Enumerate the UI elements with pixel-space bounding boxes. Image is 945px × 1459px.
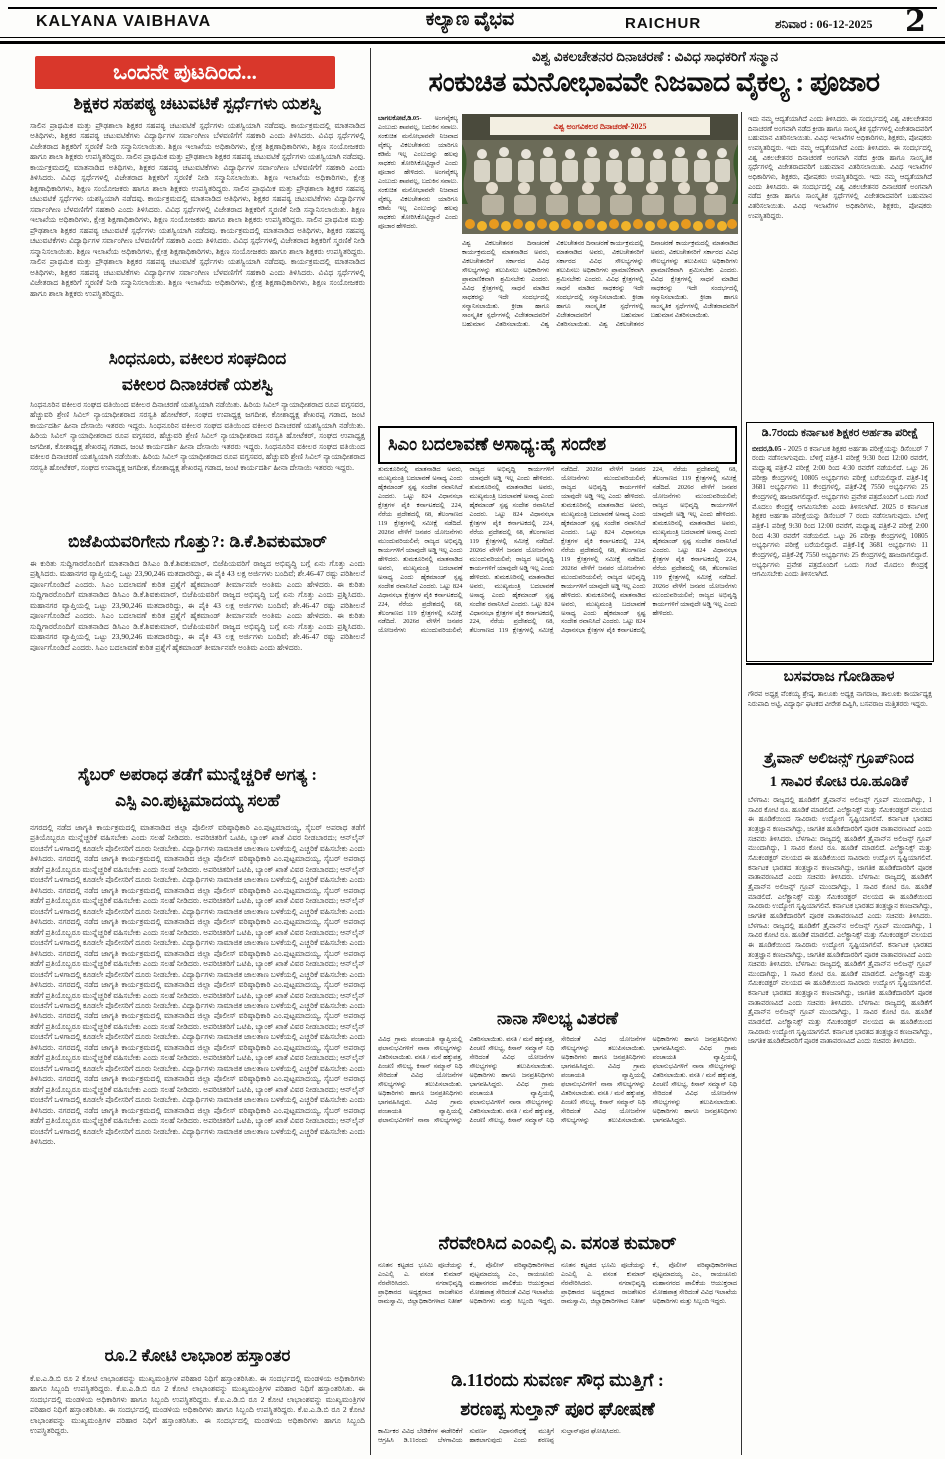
masthead-title-latin: KALYANA VAIBHAVA <box>36 13 212 30</box>
headline-cm-change: ಸಿಎಂ ಬದಲಾವಣೆ ಅಸಾಧ್ಯ:ಹೈ ಸಂದೇಶ <box>388 434 607 454</box>
headline-line2: 1 ಸಾವಿರ ಕೋಟಿ ರೂ.ಹೂಡಿಕೆ <box>769 773 909 790</box>
article-body: ತುಮಕೂರಿನಲ್ಲಿ ಮಾತನಾಡಿದ ಅವರು, ಮುಖ್ಯಮಂತ್ರಿ ಬದಲಾವಣೆ ಅಸಾಧ್ಯ ಎಂದು ಹೈಕಮಾಂಡ್ ಸ್ಪಷ್ಟ ಸಂದೇಶ ರವಾನಿಸಿದೆ ಎಂದರು. ಒಟ್ಟು 824 ವಿಧಾನಸಭಾ ಕ್ಷೇತ್ರಗಳ ಪೈಕಿ ಕರ್ನಾಟಕದಲ್ಲಿ 224, ನೆರೆಯ ಪ್ರದೇಶದಲ್ಲಿ 68, ತೆಲಂಗಾಣದ 119 ಕ್ಷೇತ್ರಗಳಲ್ಲಿ ಸಮೀಕ್ಷೆ ನಡೆದಿದೆ. 2026ರ ವೇಳೆಗೆ ಜನಪರ ಯೋಜನೆಗಳು ಮುಂದುವರಿಯಲಿವೆ; ರಾಜ್ಯದ ಅಭಿವೃದ್ಧಿ ಕಾರ್ಯಗಳಿಗೆ ಯಾವುದೇ ಅಡ್ಡಿ ಇಲ್ಲ ಎಂದು ಹೇಳಿದರು. ತುಮಕೂರಿನಲ್ಲಿ ಮಾತನಾಡಿದ ಅವರು, ಮುಖ್ಯಮಂತ್ರಿ ಬದಲಾವಣೆ ಅಸಾಧ್ಯ ಎಂದು ಹೈಕಮಾಂಡ್ ಸ್ಪಷ್ಟ ಸಂದೇಶ ರವಾನಿಸಿದೆ ಎಂದರು. ಒಟ್ಟು 824 ವಿಧಾನಸಭಾ ಕ್ಷೇತ್ರಗಳ ಪೈಕಿ ಕರ್ನಾಟಕದಲ್ಲಿ 224, ನೆರೆಯ ಪ್ರದೇಶದಲ್ಲಿ 68, ತೆಲಂಗಾಣದ 119 ಕ್ಷೇತ್ರಗಳಲ್ಲಿ ಸಮೀಕ್ಷೆ ನಡೆದಿದೆ. 2026ರ ವೇಳೆಗೆ ಜನಪರ ಯೋಜನೆಗಳು ಮುಂದುವರಿಯಲಿವೆ; ರಾಜ್ಯದ ಅಭಿವೃದ್ಧಿ ಕಾರ್ಯಗಳಿಗೆ ಯಾವುದೇ ಅಡ್ಡಿ ಇಲ್ಲ ಎಂದು ಹೇಳಿದರು. ತುಮಕೂರಿನಲ್ಲಿ ಮಾತನಾಡಿದ ಅವರು, ಮುಖ್ಯಮಂತ್ರಿ ಬದಲಾವಣೆ ಅಸಾಧ್ಯ ಎಂದು ಹೈಕಮಾಂಡ್ ಸ್ಪಷ್ಟ ಸಂದೇಶ ರವಾನಿಸಿದೆ ಎಂದರು. ಒಟ್ಟು 824 ವಿಧಾನಸಭಾ ಕ್ಷೇತ್ರಗಳ ಪೈಕಿ ಕರ್ನಾಟಕದಲ್ಲಿ 224, ನೆರೆಯ ಪ್ರದೇಶದಲ್ಲಿ 68, ತೆಲಂಗಾಣದ 119 ಕ್ಷೇತ್ರಗಳಲ್ಲಿ ಸಮೀಕ್ಷೆ ನಡೆದಿದೆ. 2026ರ ವೇಳೆಗೆ ಜನಪರ ಯೋಜನೆಗಳು ಮುಂದುವರಿಯಲಿವೆ; ರಾಜ್ಯದ ಅಭಿವೃದ್ಧಿ ಕಾರ್ಯಗಳಿಗೆ ಯಾವುದೇ ಅಡ್ಡಿ ಇಲ್ಲ ಎಂದು ಹೇಳಿದರು. ತುಮಕೂರಿನಲ್ಲಿ ಮಾತನಾಡಿದ ಅವರು, ಮುಖ್ಯಮಂತ್ರಿ ಬದಲಾವಣೆ ಅಸಾಧ್ಯ ಎಂದು ಹೈಕಮಾಂಡ್ ಸ್ಪಷ್ಟ ಸಂದೇಶ ರವಾನಿಸಿದೆ ಎಂದರು. ಒಟ್ಟು 824 ವಿಧಾನಸಭಾ ಕ್ಷೇತ್ರಗಳ ಪೈಕಿ ಕರ್ನಾಟಕದಲ್ಲಿ 224, ನೆರೆಯ ಪ್ರದೇಶದಲ್ಲಿ 68, ತೆಲಂಗಾಣದ 119 ಕ್ಷೇತ್ರಗಳಲ್ಲಿ ಸಮೀಕ್ಷೆ ನಡೆದಿದೆ. 2026ರ ವೇಳೆಗೆ ಜನಪರ ಯೋಜನೆಗಳು ಮುಂದುವರಿಯಲಿವೆ; ರಾಜ್ಯದ ಅಭಿವೃದ್ಧಿ ಕಾರ್ಯಗಳಿಗೆ ಯಾವುದೇ ಅಡ್ಡಿ ಇಲ್ಲ ಎಂದು ಹೇಳಿದರು. ತುಮಕೂರಿನಲ್ಲಿ ಮಾತನಾಡಿದ ಅವರು, ಮುಖ್ಯಮಂತ್ರಿ ಬದಲಾವಣೆ ಅಸಾಧ್ಯ ಎಂದು ಹೈಕಮಾಂಡ್ ಸ್ಪಷ್ಟ ಸಂದೇಶ ರವಾನಿಸಿದೆ ಎಂದರು. ಒಟ್ಟು 824 ವಿಧಾನಸಭಾ ಕ್ಷೇತ್ರಗಳ ಪೈಕಿ ಕರ್ನಾಟಕದಲ್ಲಿ 224, ನೆರೆಯ ಪ್ರದೇಶದಲ್ಲಿ 68, ತೆಲಂಗಾಣದ 119 ಕ್ಷೇತ್ರಗಳಲ್ಲಿ ಸಮೀಕ್ಷೆ ನಡೆದಿದೆ. 2026ರ ವೇಳೆಗೆ ಜನಪರ ಯೋಜನೆಗಳು ಮುಂದುವರಿಯಲಿವೆ; ರಾಜ್ಯದ ಅಭಿವೃದ್ಧಿ ಕಾರ್ಯಗಳಿಗೆ ಯಾವುದೇ ಅಡ್ಡಿ ಇಲ್ಲ ಎಂದು ಹೇಳಿದರು. ತುಮಕೂರಿನಲ್ಲಿ ಮಾತನಾಡಿದ ಅವರು, ಮುಖ್ಯಮಂತ್ರಿ ಬದಲಾವಣೆ ಅಸಾಧ್ಯ ಎಂದು ಹೈಕಮಾಂಡ್ ಸ್ಪಷ್ಟ ಸಂದೇಶ ರವಾನಿಸಿದೆ ಎಂದರು. ಒಟ್ಟು 824 ವಿಧಾನಸಭಾ ಕ್ಷೇತ್ರಗಳ ಪೈಕಿ ಕರ್ನಾಟಕದಲ್ಲಿ 224, ನೆರೆಯ ಪ್ರದೇಶದಲ್ಲಿ 68, ತೆಲಂಗಾಣದ 119 ಕ್ಷೇತ್ರಗಳಲ್ಲಿ ಸಮೀಕ್ಷೆ ನಡೆದಿದೆ. 2026ರ ವೇಳೆಗೆ ಜನಪರ ಯೋಜನೆಗಳು ಮುಂದುವರಿಯಲಿವೆ; ರಾಜ್ಯದ ಅಭಿವೃದ್ಧಿ ಕಾರ್ಯಗಳಿಗೆ ಯಾವುದೇ ಅಡ್ಡಿ ಇಲ್ಲ ಎಂದು ಹೇಳಿದರು. ತುಮಕೂರಿನಲ್ಲಿ ಮಾತನಾಡಿದ ಅವರು, ಮುಖ್ಯಮಂತ್ರಿ ಬದಲಾವಣೆ ಅಸಾಧ್ಯ ಎಂದು ಹೈಕಮಾಂಡ್ ಸ್ಪಷ್ಟ ಸಂದೇಶ ರವಾನಿಸಿದೆ ಎಂದರು. ಒಟ್ಟು 824 ವಿಧಾನಸಭಾ ಕ್ಷೇತ್ರಗಳ ಪೈಕಿ ಕರ್ನಾಟಕದಲ್ಲಿ 224, ನೆರೆಯ ಪ್ರದೇಶದಲ್ಲಿ 68, ತೆಲಂಗಾಣದ 119 ಕ್ಷೇತ್ರಗಳಲ್ಲಿ ಸಮೀಕ್ಷೆ ನಡೆದಿದೆ. 2026ರ ವೇಳೆಗೆ ಜನಪರ ಯೋಜನೆಗಳು ಮುಂದುವರಿಯಲಿವೆ; ರಾಜ್ಯದ ಅಭಿವೃದ್ಧಿ ಕಾರ್ಯಗಳಿಗೆ ಯಾವುದೇ ಅಡ್ಡಿ ಇಲ್ಲ ಎಂದು ಹೇಳಿದರು. <box>378 466 737 635</box>
article-body: ಗೌರವ ಅಧ್ಯಕ್ಷ ವೆಂಕಯ್ಯ ಶ್ರೇಷ್ಠ, ತಾಲೂಕು ಅಧ್ಯಕ್ಷ ನಾಗರಾಜ, ತಾಲೂಕು ಕಾರ್ಯಾಧ್ಯಕ್ಷ ನಿರುಪಾದಿ ಅಟ್ಟಿ, ವಿದ್ಯಾರ್ಥಿ ಘಟಕದ ವೀರೇಶ ದಿವ್ವಿಗಿ, ಬಸವರಾಜ ಮತ್ತಿತರರು ಇದ್ದರು. <box>748 691 932 708</box>
article-body: ನೂತನ ಕಟ್ಟಡದ ಭೂಮಿ ಪೂಜೆಯನ್ನು ಎಂಎಲ್ಸಿ ಎ. ವಸಂತ ಕುಮಾರ್ ನೆರವೇರಿಸಿದರು. ನಗರಾಭಿವೃದ್ಧಿ ಪ್ರಾಧಿಕಾರದ ಅಧ್ಯಕ್ಷರಾದ ರಾಜಶೇಖರ ರಾಮಸ್ವಾಮಿ, ಜಿಲ್ಲಾಧಿಕಾರಿಗಳಾದ ನಿತೀಶ್ ಕೆ., ಪೊಲೀಸ್ ವರಿಷ್ಠಾಧಿಕಾರಿಗಳಾದ ಪುಟ್ಟಮಾದಯ್ಯ ಎಂ., ರಾಯಚೂರು ಮಹಾನಗರದ ಪಾಲಿಕೆಯ ಆಯುಕ್ತರಾದ ಮೋಹಪಾತ್ರ ಸೇರಿದಂತೆ ವಿವಿಧ ಇಲಾಖೆಯ ಅಧಿಕಾರಿಗಳು ಮತ್ತು ಸಿಬ್ಬಂದಿ ಇದ್ದರು. ನೂತನ ಕಟ್ಟಡದ ಭೂಮಿ ಪೂಜೆಯನ್ನು ಎಂಎಲ್ಸಿ ಎ. ವಸಂತ ಕುಮಾರ್ ನೆರವೇರಿಸಿದರು. ನಗರಾಭಿವೃದ್ಧಿ ಪ್ರಾಧಿಕಾರದ ಅಧ್ಯಕ್ಷರಾದ ರಾಜಶೇಖರ ರಾಮಸ್ವಾಮಿ, ಜಿಲ್ಲಾಧಿಕಾರಿಗಳಾದ ನಿತೀಶ್ ಕೆ., ಪೊಲೀಸ್ ವರಿಷ್ಠಾಧಿಕಾರಿಗಳಾದ ಪುಟ್ಟಮಾದಯ್ಯ ಎಂ., ರಾಯಚೂರು ಮಹಾನಗರದ ಪಾಲಿಕೆಯ ಆಯುಕ್ತರಾದ ಮೋಹಪಾತ್ರ ಸೇರಿದಂತೆ ವಿವಿಧ ಇಲಾಖೆಯ ಅಧಿಕಾರಿಗಳು ಮತ್ತು ಸಿಬ್ಬಂದಿ ಇದ್ದರು. <box>378 1262 737 1305</box>
main-story-kicker: ವಿಶ್ವ ವಿಕಲಚೇತನರ ದಿನಾಚರಣೆ : ವಿವಿಧ ಸಾಧಕರಿಗೆ ಸನ್ಮಾನ <box>531 49 779 64</box>
headline-line1: ಸೈಬರ್ ಅಪರಾಧ ತಡೆಗೆ ಮುನ್ನೆಚ್ಚರಿಕೆ ಅಗತ್ಯ : <box>77 765 318 784</box>
headline-dividend-handover: ರೂ.2 ಕೋಟಿ ಲಾಭಾಂಶ ಹಸ್ತಾಂತರ <box>104 1346 291 1365</box>
article-body: ಸಿಂಧನೂರಿನ ವಕೀಲರ ಸಂಘದ ವತಿಯಿಂದ ವಕೀಲರ ದಿನಾಚರಣೆ ಯಶಸ್ವಿಯಾಗಿ ನಡೆಯಿತು. ಹಿರಿಯ ಸಿವಿಲ್ ನ್ಯಾಯಾಧೀಶರಾದ ರೂಪ ವಗ್ಗಸವರ, ಹೆಚ್ಚುವರಿ ಶ್ರೇಣಿ ಸಿವಿಲ್ ನ್ಯಾಯಾಧೀಶರಾದ ಸರಸ್ವತಿ ಹೋಟೆಕರ್, ಸಂಘದ ಉಪಾಧ್ಯಕ್ಷ ಜಗದೀಶ, ಕೋಶಾಧ್ಯಕ್ಷ ಶೇಖರಪ್ಪ ಗಡಾದ, ಜಂಟಿ ಕಾರ್ಯದರ್ಶಿ ಹೀನಾ ದೇಸಾಯಿ ಇತರರು ಇದ್ದರು. ಸಿಂಧನೂರಿನ ವಕೀಲರ ಸಂಘದ ವತಿಯಿಂದ ವಕೀಲರ ದಿನಾಚರಣೆ ಯಶಸ್ವಿಯಾಗಿ ನಡೆಯಿತು. ಹಿರಿಯ ಸಿವಿಲ್ ನ್ಯಾಯಾಧೀಶರಾದ ರೂಪ ವಗ್ಗಸವರ, ಹೆಚ್ಚುವರಿ ಶ್ರೇಣಿ ಸಿವಿಲ್ ನ್ಯಾಯಾಧೀಶರಾದ ಸರಸ್ವತಿ ಹೋಟೆಕರ್, ಸಂಘದ ಉಪಾಧ್ಯಕ್ಷ ಜಗದೀಶ, ಕೋಶಾಧ್ಯಕ್ಷ ಶೇಖರಪ್ಪ ಗಡಾದ, ಜಂಟಿ ಕಾರ್ಯದರ್ಶಿ ಹೀನಾ ದೇಸಾಯಿ ಇತರರು ಇದ್ದರು. ಸಿಂಧನೂರಿನ ವಕೀಲರ ಸಂಘದ ವತಿಯಿಂದ ವಕೀಲರ ದಿನಾಚರಣೆ ಯಶಸ್ವಿಯಾಗಿ ನಡೆಯಿತು. ಹಿರಿಯ ಸಿವಿಲ್ ನ್ಯಾಯಾಧೀಶರಾದ ರೂಪ ವಗ್ಗಸವರ, ಹೆಚ್ಚುವರಿ ಶ್ರೇಣಿ ಸಿವಿಲ್ ನ್ಯಾಯಾಧೀಶರಾದ ಸರಸ್ವತಿ ಹೋಟೆಕರ್, ಸಂಘದ ಉಪಾಧ್ಯಕ್ಷ ಜಗದೀಶ, ಕೋಶಾಧ್ಯಕ್ಷ ಶೇಖರಪ್ಪ ಗಡಾದ, ಜಂಟಿ ಕಾರ್ಯದರ್ಶಿ ಹೀನಾ ದೇಸಾಯಿ ಇತರರು ಇದ್ದರು. <box>30 400 365 472</box>
article-body: ಕಾರ್ಮಿಕರ ವಿವಿಧ ಬೇಡಿಕೆಗಳ ಈಡೇರಿಕೆಗೆ ಆಗ್ರಹಿಸಿ ಡಿ.11ರಂದು ಬೆಳಗಾವಿಯ ಸುವರ್ಣ ವಿಧಾನಸೌಧಕ್ಕೆ ಮುತ್ತಿಗೆ ಹಾಕಲಾಗುವುದು ಎಂದು ಶರಣಪ್ಪ ಸುಲ್ತಾನ್‌ಪೂರ ಘೋಷಿಸಿದರು. <box>378 1428 621 1444</box>
group-photo <box>462 114 738 234</box>
main-story-side-body <box>378 115 458 417</box>
article-body: ಬೆಳಗಾವಿ: ರಾಜ್ಯದಲ್ಲಿ ಹೂಡಿಕೆಗೆ ತ್ರೈವಾನ್‌ನ ಅಲಿಜನ್ಸ್ ಗ್ರೂಪ್ ಮುಂದಾಗಿದ್ದು, 1 ಸಾವಿರ ಕೋಟಿ ರೂ. ಹೂಡಿಕೆ ಮಾಡಲಿದೆ. ಎಲೆಕ್ಟ್ರಾನಿಕ್ಸ್ ಮತ್ತು ಸೆಮಿಕಂಡಕ್ಟರ್ ವಲಯದ ಈ ಹೂಡಿಕೆಯಿಂದ ಸಾವಿರಾರು ಉದ್ಯೋಗ ಸೃಷ್ಟಿಯಾಗಲಿವೆ. ಕರ್ನಾಟಕ ಭಾರತದ ತಂತ್ರಜ್ಞಾನ ಕಣಜವಾಗಿದ್ದು, ಜಾಗತಿಕ ಹೂಡಿಕೆದಾರರಿಗೆ ಪೂರಕ ವಾತಾವರಣವಿದೆ ಎಂದು ಸಚಿವರು ತಿಳಿಸಿದರು. ಬೆಳಗಾವಿ: ರಾಜ್ಯದಲ್ಲಿ ಹೂಡಿಕೆಗೆ ತ್ರೈವಾನ್‌ನ ಅಲಿಜನ್ಸ್ ಗ್ರೂಪ್ ಮುಂದಾಗಿದ್ದು, 1 ಸಾವಿರ ಕೋಟಿ ರೂ. ಹೂಡಿಕೆ ಮಾಡಲಿದೆ. ಎಲೆಕ್ಟ್ರಾನಿಕ್ಸ್ ಮತ್ತು ಸೆಮಿಕಂಡಕ್ಟರ್ ವಲಯದ ಈ ಹೂಡಿಕೆಯಿಂದ ಸಾವಿರಾರು ಉದ್ಯೋಗ ಸೃಷ್ಟಿಯಾಗಲಿವೆ. ಕರ್ನಾಟಕ ಭಾರತದ ತಂತ್ರಜ್ಞಾನ ಕಣಜವಾಗಿದ್ದು, ಜಾಗತಿಕ ಹೂಡಿಕೆದಾರರಿಗೆ ಪೂರಕ ವಾತಾವರಣವಿದೆ ಎಂದು ಸಚಿವರು ತಿಳಿಸಿದರು. ಬೆಳಗಾವಿ: ರಾಜ್ಯದಲ್ಲಿ ಹೂಡಿಕೆಗೆ ತ್ರೈವಾನ್‌ನ ಅಲಿಜನ್ಸ್ ಗ್ರೂಪ್ ಮುಂದಾಗಿದ್ದು, 1 ಸಾವಿರ ಕೋಟಿ ರೂ. ಹೂಡಿಕೆ ಮಾಡಲಿದೆ. ಎಲೆಕ್ಟ್ರಾನಿಕ್ಸ್ ಮತ್ತು ಸೆಮಿಕಂಡಕ್ಟರ್ ವಲಯದ ಈ ಹೂಡಿಕೆಯಿಂದ ಸಾವಿರಾರು ಉದ್ಯೋಗ ಸೃಷ್ಟಿಯಾಗಲಿವೆ. ಕರ್ನಾಟಕ ಭಾರತದ ತಂತ್ರಜ್ಞಾನ ಕಣಜವಾಗಿದ್ದು, ಜಾಗತಿಕ ಹೂಡಿಕೆದಾರರಿಗೆ ಪೂರಕ ವಾತಾವರಣವಿದೆ ಎಂದು ಸಚಿವರು ತಿಳಿಸಿದರು. ಬೆಳಗಾವಿ: ರಾಜ್ಯದಲ್ಲಿ ಹೂಡಿಕೆಗೆ ತ್ರೈವಾನ್‌ನ ಅಲಿಜನ್ಸ್ ಗ್ರೂಪ್ ಮುಂದಾಗಿದ್ದು, 1 ಸಾವಿರ ಕೋಟಿ ರೂ. ಹೂಡಿಕೆ ಮಾಡಲಿದೆ. ಎಲೆಕ್ಟ್ರಾನಿಕ್ಸ್ ಮತ್ತು ಸೆಮಿಕಂಡಕ್ಟರ್ ವಲಯದ ಈ ಹೂಡಿಕೆಯಿಂದ ಸಾವಿರಾರು ಉದ್ಯೋಗ ಸೃಷ್ಟಿಯಾಗಲಿವೆ. ಕರ್ನಾಟಕ ಭಾರತದ ತಂತ್ರಜ್ಞಾನ ಕಣಜವಾಗಿದ್ದು, ಜಾಗತಿಕ ಹೂಡಿಕೆದಾರರಿಗೆ ಪೂರಕ ವಾತಾವರಣವಿದೆ ಎಂದು ಸಚಿವರು ತಿಳಿಸಿದರು. ಬೆಳಗಾವಿ: ರಾಜ್ಯದಲ್ಲಿ ಹೂಡಿಕೆಗೆ ತ್ರೈವಾನ್‌ನ ಅಲಿಜನ್ಸ್ ಗ್ರೂಪ್ ಮುಂದಾಗಿದ್ದು, 1 ಸಾವಿರ ಕೋಟಿ ರೂ. ಹೂಡಿಕೆ ಮಾಡಲಿದೆ. ಎಲೆಕ್ಟ್ರಾನಿಕ್ಸ್ ಮತ್ತು ಸೆಮಿಕಂಡಕ್ಟರ್ ವಲಯದ ಈ ಹೂಡಿಕೆಯಿಂದ ಸಾವಿರಾರು ಉದ್ಯೋಗ ಸೃಷ್ಟಿಯಾಗಲಿವೆ. ಕರ್ನಾಟಕ ಭಾರತದ ತಂತ್ರಜ್ಞಾನ ಕಣಜವಾಗಿದ್ದು, ಜಾಗತಿಕ ಹೂಡಿಕೆದಾರರಿಗೆ ಪೂರಕ ವಾತಾವರಣವಿದೆ ಎಂದು ಸಚಿವರು ತಿಳಿಸಿದರು. ಬೆಳಗಾವಿ: ರಾಜ್ಯದಲ್ಲಿ ಹೂಡಿಕೆಗೆ ತ್ರೈವಾನ್‌ನ ಅಲಿಜನ್ಸ್ ಗ್ರೂಪ್ ಮುಂದಾಗಿದ್ದು, 1 ಸಾವಿರ ಕೋಟಿ ರೂ. ಹೂಡಿಕೆ ಮಾಡಲಿದೆ. ಎಲೆಕ್ಟ್ರಾನಿಕ್ಸ್ ಮತ್ತು ಸೆಮಿಕಂಡಕ್ಟರ್ ವಲಯದ ಈ ಹೂಡಿಕೆಯಿಂದ ಸಾವಿರಾರು ಉದ್ಯೋಗ ಸೃಷ್ಟಿಯಾಗಲಿವೆ. ಕರ್ನಾಟಕ ಭಾರತದ ತಂತ್ರಜ್ಞಾನ ಕಣಜವಾಗಿದ್ದು, ಜಾಗತಿಕ ಹೂಡಿಕೆದಾರರಿಗೆ ಪೂರಕ ವಾತಾವರಣವಿದೆ ಎಂದು ಸಚಿವರು ತಿಳಿಸಿದರು. <box>748 797 932 1046</box>
headline-lawyers-day <box>30 346 365 399</box>
masthead-title-kannada: ಕಲ್ಯಾಣ ವೈಭವ <box>425 9 515 30</box>
article-body: ಸಾಲಿನ ಪ್ರಾಥಮಿಕ ಮತ್ತು ಪ್ರೌಢಶಾಲಾ ಶಿಕ್ಷಕರ ಸಹಪಠ್ಯ ಚಟುವಟಿಕೆ ಸ್ಪರ್ಧೆಗಳು ಯಶಸ್ವಿಯಾಗಿ ನಡೆದವು. ಕಾರ್ಯಕ್ರಮದಲ್ಲಿ ಮಾತನಾಡಿದ ಅತಿಥಿಗಳು, ಶಿಕ್ಷಕರ ಸಹಪಠ್ಯ ಚಟುವಟಿಕೆಗಳು ವಿದ್ಯಾರ್ಥಿಗಳ ಸರ್ವಾಂಗೀಣ ಬೆಳವಣಿಗೆಗೆ ಸಹಕಾರಿ ಎಂದು ತಿಳಿಸಿದರು. ವಿವಿಧ ಸ್ಪರ್ಧೆಗಳಲ್ಲಿ ವಿಜೇತರಾದ ಶಿಕ್ಷಕರಿಗೆ ಸ್ಮರಣಿಕೆ ನೀಡಿ ಸನ್ಮಾನಿಸಲಾಯಿತು. ಶಿಕ್ಷಣ ಇಲಾಖೆಯ ಅಧಿಕಾರಿಗಳು, ಕ್ಷೇತ್ರ ಶಿಕ್ಷಣಾಧಿಕಾರಿಗಳು, ಶಿಕ್ಷಣ ಸಂಯೋಜಕರು ಹಾಗೂ ಶಾಲಾ ಶಿಕ್ಷಕರು ಉಪಸ್ಥಿತರಿದ್ದರು. ಸಾಲಿನ ಪ್ರಾಥಮಿಕ ಮತ್ತು ಪ್ರೌಢಶಾಲಾ ಶಿಕ್ಷಕರ ಸಹಪಠ್ಯ ಚಟುವಟಿಕೆ ಸ್ಪರ್ಧೆಗಳು ಯಶಸ್ವಿಯಾಗಿ ನಡೆದವು. ಕಾರ್ಯಕ್ರಮದಲ್ಲಿ ಮಾತನಾಡಿದ ಅತಿಥಿಗಳು, ಶಿಕ್ಷಕರ ಸಹಪಠ್ಯ ಚಟುವಟಿಕೆಗಳು ವಿದ್ಯಾರ್ಥಿಗಳ ಸರ್ವಾಂಗೀಣ ಬೆಳವಣಿಗೆಗೆ ಸಹಕಾರಿ ಎಂದು ತಿಳಿಸಿದರು. ವಿವಿಧ ಸ್ಪರ್ಧೆಗಳಲ್ಲಿ ವಿಜೇತರಾದ ಶಿಕ್ಷಕರಿಗೆ ಸ್ಮರಣಿಕೆ ನೀಡಿ ಸನ್ಮಾನಿಸಲಾಯಿತು. ಶಿಕ್ಷಣ ಇಲಾಖೆಯ ಅಧಿಕಾರಿಗಳು, ಕ್ಷೇತ್ರ ಶಿಕ್ಷಣಾಧಿಕಾರಿಗಳು, ಶಿಕ್ಷಣ ಸಂಯೋಜಕರು ಹಾಗೂ ಶಾಲಾ ಶಿಕ್ಷಕರು ಉಪಸ್ಥಿತರಿದ್ದರು. ಸಾಲಿನ ಪ್ರಾಥಮಿಕ ಮತ್ತು ಪ್ರೌಢಶಾಲಾ ಶಿಕ್ಷಕರ ಸಹಪಠ್ಯ ಚಟುವಟಿಕೆ ಸ್ಪರ್ಧೆಗಳು ಯಶಸ್ವಿಯಾಗಿ ನಡೆದವು. ಕಾರ್ಯಕ್ರಮದಲ್ಲಿ ಮಾತನಾಡಿದ ಅತಿಥಿಗಳು, ಶಿಕ್ಷಕರ ಸಹಪಠ್ಯ ಚಟುವಟಿಕೆಗಳು ವಿದ್ಯಾರ್ಥಿಗಳ ಸರ್ವಾಂಗೀಣ ಬೆಳವಣಿಗೆಗೆ ಸಹಕಾರಿ ಎಂದು ತಿಳಿಸಿದರು. ವಿವಿಧ ಸ್ಪರ್ಧೆಗಳಲ್ಲಿ ವಿಜೇತರಾದ ಶಿಕ್ಷಕರಿಗೆ ಸ್ಮರಣಿಕೆ ನೀಡಿ ಸನ್ಮಾನಿಸಲಾಯಿತು. ಶಿಕ್ಷಣ ಇಲಾಖೆಯ ಅಧಿಕಾರಿಗಳು, ಕ್ಷೇತ್ರ ಶಿಕ್ಷಣಾಧಿಕಾರಿಗಳು, ಶಿಕ್ಷಣ ಸಂಯೋಜಕರು ಹಾಗೂ ಶಾಲಾ ಶಿಕ್ಷಕರು ಉಪಸ್ಥಿತರಿದ್ದರು. ಸಾಲಿನ ಪ್ರಾಥಮಿಕ ಮತ್ತು ಪ್ರೌಢಶಾಲಾ ಶಿಕ್ಷಕರ ಸಹಪಠ್ಯ ಚಟುವಟಿಕೆ ಸ್ಪರ್ಧೆಗಳು ಯಶಸ್ವಿಯಾಗಿ ನಡೆದವು. ಕಾರ್ಯಕ್ರಮದಲ್ಲಿ ಮಾತನಾಡಿದ ಅತಿಥಿಗಳು, ಶಿಕ್ಷಕರ ಸಹಪಠ್ಯ ಚಟುವಟಿಕೆಗಳು ವಿದ್ಯಾರ್ಥಿಗಳ ಸರ್ವಾಂಗೀಣ ಬೆಳವಣಿಗೆಗೆ ಸಹಕಾರಿ ಎಂದು ತಿಳಿಸಿದರು. ವಿವಿಧ ಸ್ಪರ್ಧೆಗಳಲ್ಲಿ ವಿಜೇತರಾದ ಶಿಕ್ಷಕರಿಗೆ ಸ್ಮರಣಿಕೆ ನೀಡಿ ಸನ್ಮಾನಿಸಲಾಯಿತು. ಶಿಕ್ಷಣ ಇಲಾಖೆಯ ಅಧಿಕಾರಿಗಳು, ಕ್ಷೇತ್ರ ಶಿಕ್ಷಣಾಧಿಕಾರಿಗಳು, ಶಿಕ್ಷಣ ಸಂಯೋಜಕರು ಹಾಗೂ ಶಾಲಾ ಶಿಕ್ಷಕರು ಉಪಸ್ಥಿತರಿದ್ದರು. ಸಾಲಿನ ಪ್ರಾಥಮಿಕ ಮತ್ತು ಪ್ರೌಢಶಾಲಾ ಶಿಕ್ಷಕರ ಸಹಪಠ್ಯ ಚಟುವಟಿಕೆ ಸ್ಪರ್ಧೆಗಳು ಯಶಸ್ವಿಯಾಗಿ ನಡೆದವು. ಕಾರ್ಯಕ್ರಮದಲ್ಲಿ ಮಾತನಾಡಿದ ಅತಿಥಿಗಳು, ಶಿಕ್ಷಕರ ಸಹಪಠ್ಯ ಚಟುವಟಿಕೆಗಳು ವಿದ್ಯಾರ್ಥಿಗಳ ಸರ್ವಾಂಗೀಣ ಬೆಳವಣಿಗೆಗೆ ಸಹಕಾರಿ ಎಂದು ತಿಳಿಸಿದರು. ವಿವಿಧ ಸ್ಪರ್ಧೆಗಳಲ್ಲಿ ವಿಜೇತರಾದ ಶಿಕ್ಷಕರಿಗೆ ಸ್ಮರಣಿಕೆ ನೀಡಿ ಸನ್ಮಾನಿಸಲಾಯಿತು. ಶಿಕ್ಷಣ ಇಲಾಖೆಯ ಅಧಿಕಾರಿಗಳು, ಕ್ಷೇತ್ರ ಶಿಕ್ಷಣಾಧಿಕಾರಿಗಳು, ಶಿಕ್ಷಣ ಸಂಯೋಜಕರು ಹಾಗೂ ಶಾಲಾ ಶಿಕ್ಷಕರು ಉಪಸ್ಥಿತರಿದ್ದರು. <box>30 121 365 298</box>
main-story-dateline: ಬಾಗಲಕೋಟೆ,ಡಿ.05- <box>378 115 422 122</box>
tet-article-box <box>746 422 934 662</box>
masthead-city: RAICHUR <box>625 15 702 32</box>
masthead-page-number: 2 <box>905 4 926 39</box>
right-column-top-body: ಇದು ನಮ್ಮ ಆದ್ಯತೆಯಾಗಿದೆ ಎಂದು ತಿಳಿಸಿದರು. ಈ ಸಂದರ್ಭದಲ್ಲಿ ವಿಶ್ವ ವಿಕಲಚೇತನರ ದಿನಾಚರಣೆ ಅಂಗವಾಗಿ ನಡೆದ ಕ್ರೀಡಾ ಹಾಗೂ ಸಾಂಸ್ಕೃತಿಕ ಸ್ಪರ್ಧೆಗಳಲ್ಲಿ ವಿಜೇತರಾದವರಿಗೆ ಬಹುಮಾನ ವಿತರಿಸಲಾಯಿತು. ವಿವಿಧ ಇಲಾಖೆಗಳ ಅಧಿಕಾರಿಗಳು, ಶಿಕ್ಷಕರು, ಪೋಷಕರು ಉಪಸ್ಥಿತರಿದ್ದರು. ಇದು ನಮ್ಮ ಆದ್ಯತೆಯಾಗಿದೆ ಎಂದು ತಿಳಿಸಿದರು. ಈ ಸಂದರ್ಭದಲ್ಲಿ ವಿಶ್ವ ವಿಕಲಚೇತನರ ದಿನಾಚರಣೆ ಅಂಗವಾಗಿ ನಡೆದ ಕ್ರೀಡಾ ಹಾಗೂ ಸಾಂಸ್ಕೃತಿಕ ಸ್ಪರ್ಧೆಗಳಲ್ಲಿ ವಿಜೇತರಾದವರಿಗೆ ಬಹುಮಾನ ವಿತರಿಸಲಾಯಿತು. ವಿವಿಧ ಇಲಾಖೆಗಳ ಅಧಿಕಾರಿಗಳು, ಶಿಕ್ಷಕರು, ಪೋಷಕರು ಉಪಸ್ಥಿತರಿದ್ದರು. ಇದು ನಮ್ಮ ಆದ್ಯತೆಯಾಗಿದೆ ಎಂದು ತಿಳಿಸಿದರು. ಈ ಸಂದರ್ಭದಲ್ಲಿ ವಿಶ್ವ ವಿಕಲಚೇತನರ ದಿನಾಚರಣೆ ಅಂಗವಾಗಿ ನಡೆದ ಕ್ರೀಡಾ ಹಾಗೂ ಸಾಂಸ್ಕೃತಿಕ ಸ್ಪರ್ಧೆಗಳಲ್ಲಿ ವಿಜೇತರಾದವರಿಗೆ ಬಹುಮಾನ ವಿತರಿಸಲಾಯಿತು. ವಿವಿಧ ಇಲಾಖೆಗಳ ಅಧಿಕಾರಿಗಳು, ಶಿಕ್ಷಕರು, ಪೋಷಕರು ಉಪಸ್ಥಿತರಿದ್ದರು. <box>748 116 932 220</box>
headline-mlc-vasantha-kumar: ನೆರವೇರಿಸಿದ ಎಂಎಲ್ಸಿ ಎ. ವಸಂತ ಕುಮಾರ್ <box>438 1233 677 1253</box>
headline-line1: ಡಿ.11ರಂದು ಸುವರ್ಣ ಸೌಧ ಮುತ್ತಿಗೆ : <box>451 1370 664 1390</box>
headline-line1: ಸಿಂಧನೂರು, ವಕೀಲರ ಸಂಘದಿಂದ <box>108 349 287 368</box>
main-story-side-text: ಅಂಗವೈಕಲ್ಯ ಎಂಬುದು ಶಾಪವಲ್ಲ, ಬದುಕಿನ ಸವಾಲು. ಸಂಕುಚಿತ ಮನೋಭಾವವೇ ನಿಜವಾದ ವೈಕಲ್ಯ. ವಿಕಲಚೇತನರು ಯಾರಿಗೂ ಕಡಿಮೆ ಇಲ್ಲ ಎಂಬುದನ್ನು ಹಲವು ಸಾಧಕರು ತೋರಿಸಿಕೊಟ್ಟಿದ್ದಾರೆ ಎಂದು ಪೂಜಾರ ಹೇಳಿದರು. ಅಂಗವೈಕಲ್ಯ ಎಂಬುದು ಶಾಪವಲ್ಲ, ಬದುಕಿನ ಸವಾಲು. ಸಂಕುಚಿತ ಮನೋಭಾವವೇ ನಿಜವಾದ ವೈಕಲ್ಯ. ವಿಕಲಚೇತನರು ಯಾರಿಗೂ ಕಡಿಮೆ ಇಲ್ಲ ಎಂಬುದನ್ನು ಹಲವು ಸಾಧಕರು ತೋರಿಸಿಕೊಟ್ಟಿದ್ದಾರೆ ಎಂದು ಪೂಜಾರ ಹೇಳಿದರು. <box>378 115 458 230</box>
headline-cyber-crime <box>30 762 365 815</box>
headline-taiwan-investment <box>746 748 932 793</box>
masthead-date: ಶನಿವಾರ : 06-12-2025 <box>775 17 873 31</box>
article-body: ವಿವಿಧ ಗ್ರಾಮ ಪಂಚಾಯತಿ ವ್ಯಾಪ್ತಿಯಲ್ಲಿ ಫಲಾನುಭವಿಗಳಿಗೆ ನಾನಾ ಸೌಲಭ್ಯಗಳನ್ನು ವಿತರಿಸಲಾಯಿತು. ವಸತಿ / ಮನೆ ಹಕ್ಕುಪತ್ರ, ಪಿಂಚಣಿ ಸೌಲಭ್ಯ, ಕಿಸಾನ್ ಸಮ್ಮಾನ್ ನಿಧಿ ಸೇರಿದಂತೆ ವಿವಿಧ ಯೋಜನೆಗಳ ಸೌಲಭ್ಯಗಳನ್ನು ತಲುಪಿಸಲಾಯಿತು. ಅಧಿಕಾರಿಗಳು ಹಾಗೂ ಜನಪ್ರತಿನಿಧಿಗಳು ಭಾಗವಹಿಸಿದ್ದರು. ವಿವಿಧ ಗ್ರಾಮ ಪಂಚಾಯತಿ ವ್ಯಾಪ್ತಿಯಲ್ಲಿ ಫಲಾನುಭವಿಗಳಿಗೆ ನಾನಾ ಸೌಲಭ್ಯಗಳನ್ನು ವಿತರಿಸಲಾಯಿತು. ವಸತಿ / ಮನೆ ಹಕ್ಕುಪತ್ರ, ಪಿಂಚಣಿ ಸೌಲಭ್ಯ, ಕಿಸಾನ್ ಸಮ್ಮಾನ್ ನಿಧಿ ಸೇರಿದಂತೆ ವಿವಿಧ ಯೋಜನೆಗಳ ಸೌಲಭ್ಯಗಳನ್ನು ತಲುಪಿಸಲಾಯಿತು. ಅಧಿಕಾರಿಗಳು ಹಾಗೂ ಜನಪ್ರತಿನಿಧಿಗಳು ಭಾಗವಹಿಸಿದ್ದರು. ವಿವಿಧ ಗ್ರಾಮ ಪಂಚಾಯತಿ ವ್ಯಾಪ್ತಿಯಲ್ಲಿ ಫಲಾನುಭವಿಗಳಿಗೆ ನಾನಾ ಸೌಲಭ್ಯಗಳನ್ನು ವಿತರಿಸಲಾಯಿತು. ವಸತಿ / ಮನೆ ಹಕ್ಕುಪತ್ರ, ಪಿಂಚಣಿ ಸೌಲಭ್ಯ, ಕಿಸಾನ್ ಸಮ್ಮಾನ್ ನಿಧಿ ಸೇರಿದಂತೆ ವಿವಿಧ ಯೋಜನೆಗಳ ಸೌಲಭ್ಯಗಳನ್ನು ತಲುಪಿಸಲಾಯಿತು. ಅಧಿಕಾರಿಗಳು ಹಾಗೂ ಜನಪ್ರತಿನಿಧಿಗಳು ಭಾಗವಹಿಸಿದ್ದರು. ವಿವಿಧ ಗ್ರಾಮ ಪಂಚಾಯತಿ ವ್ಯಾಪ್ತಿಯಲ್ಲಿ ಫಲಾನುಭವಿಗಳಿಗೆ ನಾನಾ ಸೌಲಭ್ಯಗಳನ್ನು ವಿತರಿಸಲಾಯಿತು. ವಸತಿ / ಮನೆ ಹಕ್ಕುಪತ್ರ, ಪಿಂಚಣಿ ಸೌಲಭ್ಯ, ಕಿಸಾನ್ ಸಮ್ಮಾನ್ ನಿಧಿ ಸೇರಿದಂತೆ ವಿವಿಧ ಯೋಜನೆಗಳ ಸೌಲಭ್ಯಗಳನ್ನು ತಲುಪಿಸಲಾಯಿತು. ಅಧಿಕಾರಿಗಳು ಹಾಗೂ ಜನಪ್ರತಿನಿಧಿಗಳು ಭಾಗವಹಿಸಿದ್ದರು. ವಿವಿಧ ಗ್ರಾಮ ಪಂಚಾಯತಿ ವ್ಯಾಪ್ತಿಯಲ್ಲಿ ಫಲಾನುಭವಿಗಳಿಗೆ ನಾನಾ ಸೌಲಭ್ಯಗಳನ್ನು ವಿತರಿಸಲಾಯಿತು. ವಸತಿ / ಮನೆ ಹಕ್ಕುಪತ್ರ, ಪಿಂಚಣಿ ಸೌಲಭ್ಯ, ಕಿಸಾನ್ ಸಮ್ಮಾನ್ ನಿಧಿ ಸೇರಿದಂತೆ ವಿವಿಧ ಯೋಜನೆಗಳ ಸೌಲಭ್ಯಗಳನ್ನು ತಲುಪಿಸಲಾಯಿತು. ಅಧಿಕಾರಿಗಳು ಹಾಗೂ ಜನಪ್ರತಿನಿಧಿಗಳು ಭಾಗವಹಿಸಿದ್ದರು. <box>378 1036 737 1124</box>
article-body: ಈ ಕುರಿತು ಸುದ್ದಿಗಾರರೊಂದಿಗೆ ಮಾತನಾಡಿದ ಡಿಸಿಎಂ ಡಿ.ಕೆ.ಶಿವಕುಮಾರ್, ಬಿಜೆಪಿಯವರಿಗೆ ರಾಜ್ಯದ ಅಭಿವೃದ್ಧಿ ಬಗ್ಗೆ ಏನು ಗೊತ್ತು ಎಂದು ಪ್ರಶ್ನಿಸಿದರು. ಮಹಾನಗರ ವ್ಯಾಪ್ತಿಯಲ್ಲಿ ಒಟ್ಟು 23,90,246 ಮತದಾರರಿದ್ದು, ಈ ಪೈಕಿ 43 ಲಕ್ಷ ಅರ್ಜಿಗಳು ಬಂದಿವೆ; ಶೇ.46-47 ರಷ್ಟು ಪರಿಶೀಲನೆ ಪೂರ್ಣಗೊಂಡಿದೆ ಎಂದರು. ಸಿಎಂ ಬದಲಾವಣೆ ಕುರಿತ ಪ್ರಶ್ನೆಗೆ ಹೈಕಮಾಂಡ್ ತೀರ್ಮಾನವೇ ಅಂತಿಮ ಎಂದು ಹೇಳಿದರು. ಈ ಕುರಿತು ಸುದ್ದಿಗಾರರೊಂದಿಗೆ ಮಾತನಾಡಿದ ಡಿಸಿಎಂ ಡಿ.ಕೆ.ಶಿವಕುಮಾರ್, ಬಿಜೆಪಿಯವರಿಗೆ ರಾಜ್ಯದ ಅಭಿವೃದ್ಧಿ ಬಗ್ಗೆ ಏನು ಗೊತ್ತು ಎಂದು ಪ್ರಶ್ನಿಸಿದರು. ಮಹಾನಗರ ವ್ಯಾಪ್ತಿಯಲ್ಲಿ ಒಟ್ಟು 23,90,246 ಮತದಾರರಿದ್ದು, ಈ ಪೈಕಿ 43 ಲಕ್ಷ ಅರ್ಜಿಗಳು ಬಂದಿವೆ; ಶೇ.46-47 ರಷ್ಟು ಪರಿಶೀಲನೆ ಪೂರ್ಣಗೊಂಡಿದೆ ಎಂದರು. ಸಿಎಂ ಬದಲಾವಣೆ ಕುರಿತ ಪ್ರಶ್ನೆಗೆ ಹೈಕಮಾಂಡ್ ತೀರ್ಮಾನವೇ ಅಂತಿಮ ಎಂದು ಹೇಳಿದರು. ಈ ಕುರಿತು ಸುದ್ದಿಗಾರರೊಂದಿಗೆ ಮಾತನಾಡಿದ ಡಿಸಿಎಂ ಡಿ.ಕೆ.ಶಿವಕುಮಾರ್, ಬಿಜೆಪಿಯವರಿಗೆ ರಾಜ್ಯದ ಅಭಿವೃದ್ಧಿ ಬಗ್ಗೆ ಏನು ಗೊತ್ತು ಎಂದು ಪ್ರಶ್ನಿಸಿದರು. ಮಹಾನಗರ ವ್ಯಾಪ್ತಿಯಲ್ಲಿ ಒಟ್ಟು 23,90,246 ಮತದಾರರಿದ್ದು, ಈ ಪೈಕಿ 43 ಲಕ್ಷ ಅರ್ಜಿಗಳು ಬಂದಿವೆ; ಶೇ.46-47 ರಷ್ಟು ಪರಿಶೀಲನೆ ಪೂರ್ಣಗೊಂಡಿದೆ ಎಂದರು. ಸಿಎಂ ಬದಲಾವಣೆ ಕುರಿತ ಪ್ರಶ್ನೆಗೆ ಹೈಕಮಾಂಡ್ ತೀರ್ಮಾನವೇ ಅಂತಿಮ ಎಂದು ಹೇಳಿದರು. <box>30 559 365 652</box>
headline-teachers-competitions: ಶಿಕ್ಷಕರ ಸಹಪಠ್ಯ ಚಟುವಟಿಕೆ ಸ್ಪರ್ಧೆಗಳು ಯಶಸ್ವಿ <box>73 94 322 113</box>
masthead-bottom-rule-thick <box>0 41 945 44</box>
column-divider-right <box>741 112 742 1455</box>
headline-line2: ವಕೀಲರ ದಿನಾಚರಣೆ ಯಶಸ್ವಿ <box>121 375 274 395</box>
column-divider-left <box>370 48 371 1455</box>
article-body: ನಗರದಲ್ಲಿ ನಡೆದ ಜಾಗೃತಿ ಕಾರ್ಯಕ್ರಮದಲ್ಲಿ ಮಾತನಾಡಿದ ಜಿಲ್ಲಾ ಪೊಲೀಸ್ ವರಿಷ್ಠಾಧಿಕಾರಿ ಎಂ.ಪುಟ್ಟಮಾದಯ್ಯ, ಸೈಬರ್ ಅಪರಾಧ ತಡೆಗೆ ಪ್ರತಿಯೊಬ್ಬರೂ ಮುನ್ನೆಚ್ಚರಿಕೆ ವಹಿಸಬೇಕು ಎಂದು ಸಲಹೆ ನೀಡಿದರು. ಅಪರಿಚಿತರಿಗೆ ಒಟಿಪಿ, ಬ್ಯಾಂಕ್ ಖಾತೆ ವಿವರ ನೀಡಬಾರದು; ಆನ್‌ಲೈನ್ ವಂಚನೆಗೆ ಒಳಗಾದಲ್ಲಿ ಕೂಡಲೇ ಪೊಲೀಸರಿಗೆ ದೂರು ನೀಡಬೇಕು. ವಿದ್ಯಾರ್ಥಿಗಳು ಸಾಮಾಜಿಕ ಜಾಲತಾಣ ಬಳಕೆಯಲ್ಲಿ ಎಚ್ಚರಿಕೆ ವಹಿಸಬೇಕು ಎಂದು ತಿಳಿಸಿದರು. ನಗರದಲ್ಲಿ ನಡೆದ ಜಾಗೃತಿ ಕಾರ್ಯಕ್ರಮದಲ್ಲಿ ಮಾತನಾಡಿದ ಜಿಲ್ಲಾ ಪೊಲೀಸ್ ವರಿಷ್ಠಾಧಿಕಾರಿ ಎಂ.ಪುಟ್ಟಮಾದಯ್ಯ, ಸೈಬರ್ ಅಪರಾಧ ತಡೆಗೆ ಪ್ರತಿಯೊಬ್ಬರೂ ಮುನ್ನೆಚ್ಚರಿಕೆ ವಹಿಸಬೇಕು ಎಂದು ಸಲಹೆ ನೀಡಿದರು. ಅಪರಿಚಿತರಿಗೆ ಒಟಿಪಿ, ಬ್ಯಾಂಕ್ ಖಾತೆ ವಿವರ ನೀಡಬಾರದು; ಆನ್‌ಲೈನ್ ವಂಚನೆಗೆ ಒಳಗಾದಲ್ಲಿ ಕೂಡಲೇ ಪೊಲೀಸರಿಗೆ ದೂರು ನೀಡಬೇಕು. ವಿದ್ಯಾರ್ಥಿಗಳು ಸಾಮಾಜಿಕ ಜಾಲತಾಣ ಬಳಕೆಯಲ್ಲಿ ಎಚ್ಚರಿಕೆ ವಹಿಸಬೇಕು ಎಂದು ತಿಳಿಸಿದರು. ನಗರದಲ್ಲಿ ನಡೆದ ಜಾಗೃತಿ ಕಾರ್ಯಕ್ರಮದಲ್ಲಿ ಮಾತನಾಡಿದ ಜಿಲ್ಲಾ ಪೊಲೀಸ್ ವರಿಷ್ಠಾಧಿಕಾರಿ ಎಂ.ಪುಟ್ಟಮಾದಯ್ಯ, ಸೈಬರ್ ಅಪರಾಧ ತಡೆಗೆ ಪ್ರತಿಯೊಬ್ಬರೂ ಮುನ್ನೆಚ್ಚರಿಕೆ ವಹಿಸಬೇಕು ಎಂದು ಸಲಹೆ ನೀಡಿದರು. ಅಪರಿಚಿತರಿಗೆ ಒಟಿಪಿ, ಬ್ಯಾಂಕ್ ಖಾತೆ ವಿವರ ನೀಡಬಾರದು; ಆನ್‌ಲೈನ್ ವಂಚನೆಗೆ ಒಳಗಾದಲ್ಲಿ ಕೂಡಲೇ ಪೊಲೀಸರಿಗೆ ದೂರು ನೀಡಬೇಕು. ವಿದ್ಯಾರ್ಥಿಗಳು ಸಾಮಾಜಿಕ ಜಾಲತಾಣ ಬಳಕೆಯಲ್ಲಿ ಎಚ್ಚರಿಕೆ ವಹಿಸಬೇಕು ಎಂದು ತಿಳಿಸಿದರು. ನಗರದಲ್ಲಿ ನಡೆದ ಜಾಗೃತಿ ಕಾರ್ಯಕ್ರಮದಲ್ಲಿ ಮಾತನಾಡಿದ ಜಿಲ್ಲಾ ಪೊಲೀಸ್ ವರಿಷ್ಠಾಧಿಕಾರಿ ಎಂ.ಪುಟ್ಟಮಾದಯ್ಯ, ಸೈಬರ್ ಅಪರಾಧ ತಡೆಗೆ ಪ್ರತಿಯೊಬ್ಬರೂ ಮುನ್ನೆಚ್ಚರಿಕೆ ವಹಿಸಬೇಕು ಎಂದು ಸಲಹೆ ನೀಡಿದರು. ಅಪರಿಚಿತರಿಗೆ ಒಟಿಪಿ, ಬ್ಯಾಂಕ್ ಖಾತೆ ವಿವರ ನೀಡಬಾರದು; ಆನ್‌ಲೈನ್ ವಂಚನೆಗೆ ಒಳಗಾದಲ್ಲಿ ಕೂಡಲೇ ಪೊಲೀಸರಿಗೆ ದೂರು ನೀಡಬೇಕು. ವಿದ್ಯಾರ್ಥಿಗಳು ಸಾಮಾಜಿಕ ಜಾಲತಾಣ ಬಳಕೆಯಲ್ಲಿ ಎಚ್ಚರಿಕೆ ವಹಿಸಬೇಕು ಎಂದು ತಿಳಿಸಿದರು. ನಗರದಲ್ಲಿ ನಡೆದ ಜಾಗೃತಿ ಕಾರ್ಯಕ್ರಮದಲ್ಲಿ ಮಾತನಾಡಿದ ಜಿಲ್ಲಾ ಪೊಲೀಸ್ ವರಿಷ್ಠಾಧಿಕಾರಿ ಎಂ.ಪುಟ್ಟಮಾದಯ್ಯ, ಸೈಬರ್ ಅಪರಾಧ ತಡೆಗೆ ಪ್ರತಿಯೊಬ್ಬರೂ ಮುನ್ನೆಚ್ಚರಿಕೆ ವಹಿಸಬೇಕು ಎಂದು ಸಲಹೆ ನೀಡಿದರು. ಅಪರಿಚಿತರಿಗೆ ಒಟಿಪಿ, ಬ್ಯಾಂಕ್ ಖಾತೆ ವಿವರ ನೀಡಬಾರದು; ಆನ್‌ಲೈನ್ ವಂಚನೆಗೆ ಒಳಗಾದಲ್ಲಿ ಕೂಡಲೇ ಪೊಲೀಸರಿಗೆ ದೂರು ನೀಡಬೇಕು. ವಿದ್ಯಾರ್ಥಿಗಳು ಸಾಮಾಜಿಕ ಜಾಲತಾಣ ಬಳಕೆಯಲ್ಲಿ ಎಚ್ಚರಿಕೆ ವಹಿಸಬೇಕು ಎಂದು ತಿಳಿಸಿದರು. ನಗರದಲ್ಲಿ ನಡೆದ ಜಾಗೃತಿ ಕಾರ್ಯಕ್ರಮದಲ್ಲಿ ಮಾತನಾಡಿದ ಜಿಲ್ಲಾ ಪೊಲೀಸ್ ವರಿಷ್ಠಾಧಿಕಾರಿ ಎಂ.ಪುಟ್ಟಮಾದಯ್ಯ, ಸೈಬರ್ ಅಪರಾಧ ತಡೆಗೆ ಪ್ರತಿಯೊಬ್ಬರೂ ಮುನ್ನೆಚ್ಚರಿಕೆ ವಹಿಸಬೇಕು ಎಂದು ಸಲಹೆ ನೀಡಿದರು. ಅಪರಿಚಿತರಿಗೆ ಒಟಿಪಿ, ಬ್ಯಾಂಕ್ ಖಾತೆ ವಿವರ ನೀಡಬಾರದು; ಆನ್‌ಲೈನ್ ವಂಚನೆಗೆ ಒಳಗಾದಲ್ಲಿ ಕೂಡಲೇ ಪೊಲೀಸರಿಗೆ ದೂರು ನೀಡಬೇಕು. ವಿದ್ಯಾರ್ಥಿಗಳು ಸಾಮಾಜಿಕ ಜಾಲತಾಣ ಬಳಕೆಯಲ್ಲಿ ಎಚ್ಚರಿಕೆ ವಹಿಸಬೇಕು ಎಂದು ತಿಳಿಸಿದರು. ನಗರದಲ್ಲಿ ನಡೆದ ಜಾಗೃತಿ ಕಾರ್ಯಕ್ರಮದಲ್ಲಿ ಮಾತನಾಡಿದ ಜಿಲ್ಲಾ ಪೊಲೀಸ್ ವರಿಷ್ಠಾಧಿಕಾರಿ ಎಂ.ಪುಟ್ಟಮಾದಯ್ಯ, ಸೈಬರ್ ಅಪರಾಧ ತಡೆಗೆ ಪ್ರತಿಯೊಬ್ಬರೂ ಮುನ್ನೆಚ್ಚರಿಕೆ ವಹಿಸಬೇಕು ಎಂದು ಸಲಹೆ ನೀಡಿದರು. ಅಪರಿಚಿತರಿಗೆ ಒಟಿಪಿ, ಬ್ಯಾಂಕ್ ಖಾತೆ ವಿವರ ನೀಡಬಾರದು; ಆನ್‌ಲೈನ್ ವಂಚನೆಗೆ ಒಳಗಾದಲ್ಲಿ ಕೂಡಲೇ ಪೊಲೀಸರಿಗೆ ದೂರು ನೀಡಬೇಕು. ವಿದ್ಯಾರ್ಥಿಗಳು ಸಾಮಾಜಿಕ ಜಾಲತಾಣ ಬಳಕೆಯಲ್ಲಿ ಎಚ್ಚರಿಕೆ ವಹಿಸಬೇಕು ಎಂದು ತಿಳಿಸಿದರು. ನಗರದಲ್ಲಿ ನಡೆದ ಜಾಗೃತಿ ಕಾರ್ಯಕ್ರಮದಲ್ಲಿ ಮಾತನಾಡಿದ ಜಿಲ್ಲಾ ಪೊಲೀಸ್ ವರಿಷ್ಠಾಧಿಕಾರಿ ಎಂ.ಪುಟ್ಟಮಾದಯ್ಯ, ಸೈಬರ್ ಅಪರಾಧ ತಡೆಗೆ ಪ್ರತಿಯೊಬ್ಬರೂ ಮುನ್ನೆಚ್ಚರಿಕೆ ವಹಿಸಬೇಕು ಎಂದು ಸಲಹೆ ನೀಡಿದರು. ಅಪರಿಚಿತರಿಗೆ ಒಟಿಪಿ, ಬ್ಯಾಂಕ್ ಖಾತೆ ವಿವರ ನೀಡಬಾರದು; ಆನ್‌ಲೈನ್ ವಂಚನೆಗೆ ಒಳಗಾದಲ್ಲಿ ಕೂಡಲೇ ಪೊಲೀಸರಿಗೆ ದೂರು ನೀಡಬೇಕು. ವಿದ್ಯಾರ್ಥಿಗಳು ಸಾಮಾಜಿಕ ಜಾಲತಾಣ ಬಳಕೆಯಲ್ಲಿ ಎಚ್ಚರಿಕೆ ವಹಿಸಬೇಕು ಎಂದು ತಿಳಿಸಿದರು. ನಗರದಲ್ಲಿ ನಡೆದ ಜಾಗೃತಿ ಕಾರ್ಯಕ್ರಮದಲ್ಲಿ ಮಾತನಾಡಿದ ಜಿಲ್ಲಾ ಪೊಲೀಸ್ ವರಿಷ್ಠಾಧಿಕಾರಿ ಎಂ.ಪುಟ್ಟಮಾದಯ್ಯ, ಸೈಬರ್ ಅಪರಾಧ ತಡೆಗೆ ಪ್ರತಿಯೊಬ್ಬರೂ ಮುನ್ನೆಚ್ಚರಿಕೆ ವಹಿಸಬೇಕು ಎಂದು ಸಲಹೆ ನೀಡಿದರು. ಅಪರಿಚಿತರಿಗೆ ಒಟಿಪಿ, ಬ್ಯಾಂಕ್ ಖಾತೆ ವಿವರ ನೀಡಬಾರದು; ಆನ್‌ಲೈನ್ ವಂಚನೆಗೆ ಒಳಗಾದಲ್ಲಿ ಕೂಡಲೇ ಪೊಲೀಸರಿಗೆ ದೂರು ನೀಡಬೇಕು. ವಿದ್ಯಾರ್ಥಿಗಳು ಸಾಮಾಜಿಕ ಜಾಲತಾಣ ಬಳಕೆಯಲ್ಲಿ ಎಚ್ಚರಿಕೆ ವಹಿಸಬೇಕು ಎಂದು ತಿಳಿಸಿದರು. ನಗರದಲ್ಲಿ ನಡೆದ ಜಾಗೃತಿ ಕಾರ್ಯಕ್ರಮದಲ್ಲಿ ಮಾತನಾಡಿದ ಜಿಲ್ಲಾ ಪೊಲೀಸ್ ವರಿಷ್ಠಾಧಿಕಾರಿ ಎಂ.ಪುಟ್ಟಮಾದಯ್ಯ, ಸೈಬರ್ ಅಪರಾಧ ತಡೆಗೆ ಪ್ರತಿಯೊಬ್ಬರೂ ಮುನ್ನೆಚ್ಚರಿಕೆ ವಹಿಸಬೇಕು ಎಂದು ಸಲಹೆ ನೀಡಿದರು. ಅಪರಿಚಿತರಿಗೆ ಒಟಿಪಿ, ಬ್ಯಾಂಕ್ ಖಾತೆ ವಿವರ ನೀಡಬಾರದು; ಆನ್‌ಲೈನ್ ವಂಚನೆಗೆ ಒಳಗಾದಲ್ಲಿ ಕೂಡಲೇ ಪೊಲೀಸರಿಗೆ ದೂರು ನೀಡಬೇಕು. ವಿದ್ಯಾರ್ಥಿಗಳು ಸಾಮಾಜಿಕ ಜಾಲತಾಣ ಬಳಕೆಯಲ್ಲಿ ಎಚ್ಚರಿಕೆ ವಹಿಸಬೇಕು ಎಂದು ತಿಳಿಸಿದರು. <box>30 823 365 1147</box>
headline-line2: ಶರಣಪ್ಪ ಸುಲ್ತಾನ್ ಪೂರ ಘೋಷಣೆ <box>460 1398 655 1419</box>
cm-headline-box <box>378 426 737 464</box>
masthead-bottom-rule-thin <box>0 37 945 38</box>
article-body: ಕೆ.ಐ.ಎ.ಡಿ.ಬಿ ರೂ 2 ಕೋಟಿ ಲಾಭಾಂಶವನ್ನು ಮುಖ್ಯಮಂತ್ರಿಗಳ ಪರಿಹಾರ ನಿಧಿಗೆ ಹಸ್ತಾಂತರಿಸಿತು. ಈ ಸಂದರ್ಭದಲ್ಲಿ ಮಂಡಳಿಯ ಅಧಿಕಾರಿಗಳು ಹಾಗೂ ಸಿಬ್ಬಂದಿ ಉಪಸ್ಥಿತರಿದ್ದರು. ಕೆ.ಐ.ಎ.ಡಿ.ಬಿ ರೂ 2 ಕೋಟಿ ಲಾಭಾಂಶವನ್ನು ಮುಖ್ಯಮಂತ್ರಿಗಳ ಪರಿಹಾರ ನಿಧಿಗೆ ಹಸ್ತಾಂತರಿಸಿತು. ಈ ಸಂದರ್ಭದಲ್ಲಿ ಮಂಡಳಿಯ ಅಧಿಕಾರಿಗಳು ಹಾಗೂ ಸಿಬ್ಬಂದಿ ಉಪಸ್ಥಿತರಿದ್ದರು. ಕೆ.ಐ.ಎ.ಡಿ.ಬಿ ರೂ 2 ಕೋಟಿ ಲಾಭಾಂಶವನ್ನು ಮುಖ್ಯಮಂತ್ರಿಗಳ ಪರಿಹಾರ ನಿಧಿಗೆ ಹಸ್ತಾಂತರಿಸಿತು. ಈ ಸಂದರ್ಭದಲ್ಲಿ ಮಂಡಳಿಯ ಅಧಿಕಾರಿಗಳು ಹಾಗೂ ಸಿಬ್ಬಂದಿ ಉಪಸ್ಥಿತರಿದ್ದರು. ಕೆ.ಐ.ಎ.ಡಿ.ಬಿ ರೂ 2 ಕೋಟಿ ಲಾಭಾಂಶವನ್ನು ಮುಖ್ಯಮಂತ್ರಿಗಳ ಪರಿಹಾರ ನಿಧಿಗೆ ಹಸ್ತಾಂತರಿಸಿತು. ಈ ಸಂದರ್ಭದಲ್ಲಿ ಮಂಡಳಿಯ ಅಧಿಕಾರಿಗಳು ಹಾಗೂ ಸಿಬ್ಬಂದಿ ಉಪಸ್ಥಿತರಿದ್ದರು. <box>30 1374 365 1436</box>
headline-dk-shivakumar: ಬಿಜೆಪಿಯವರಿಗೇನು ಗೊತ್ತು?: ಡಿ.ಕೆ.ಶಿವಕುಮಾರ್ <box>68 532 327 551</box>
article-body <box>747 443 933 651</box>
headline-line2: ಎಸ್ಪಿ ಎಂ.ಪುಟ್ಟಮಾದಯ್ಯ ಸಲಹೆ <box>115 791 280 811</box>
tet-dateline: ಬೀದರ,ಡಿ.05 - <box>752 445 786 453</box>
headline-facilities-distribution: ನಾನಾ ಸೌಲಭ್ಯ ವಿತರಣೆ <box>496 1009 619 1028</box>
photo-banner-text: ವಿಶ್ವ ಅಂಗವಿಕಲರ ದಿನಾಚರಣೆ-2025 <box>553 122 647 131</box>
main-story-headline: ಸಂಕುಚಿತ ಮನೋಭಾವವೇ ನಿಜವಾದ ವೈಕಲ್ಯ : ಪೂಜಾರ <box>428 67 880 97</box>
headline-line1: ತ್ರೈವಾನ್ ಅಲಿಜನ್ಸ್ ಗ್ರೂಪ್‌ನಿಂದ <box>764 751 914 767</box>
continued-from-page1-box: ಒಂದನೇ ಪುಟದಿಂದ... <box>35 56 335 89</box>
headline-suvarna-soudha <box>378 1366 737 1424</box>
main-story-body: ವಿಶ್ವ ವಿಕಲಚೇತನರ ದಿನಾಚರಣೆ ಕಾರ್ಯಕ್ರಮದಲ್ಲಿ ಮಾತನಾಡಿದ ಅವರು, ವಿಕಲಚೇತನರಿಗೆ ಸರ್ಕಾರದ ವಿವಿಧ ಸೌಲಭ್ಯಗಳನ್ನು ತಲುಪಿಸಲು ಅಧಿಕಾರಿಗಳು ಪ್ರಾಮಾಣಿಕವಾಗಿ ಶ್ರಮಿಸಬೇಕು ಎಂದರು. ವಿವಿಧ ಕ್ಷೇತ್ರಗಳಲ್ಲಿ ಸಾಧನೆ ಮಾಡಿದ ಸಾಧಕರನ್ನು ಇದೇ ಸಂದರ್ಭದಲ್ಲಿ ಸನ್ಮಾನಿಸಲಾಯಿತು. ಕ್ರೀಡಾ ಹಾಗೂ ಸಾಂಸ್ಕೃತಿಕ ಸ್ಪರ್ಧೆಗಳಲ್ಲಿ ವಿಜೇತರಾದವರಿಗೆ ಬಹುಮಾನ ವಿತರಿಸಲಾಯಿತು. ವಿಶ್ವ ವಿಕಲಚೇತನರ ದಿನಾಚರಣೆ ಕಾರ್ಯಕ್ರಮದಲ್ಲಿ ಮಾತನಾಡಿದ ಅವರು, ವಿಕಲಚೇತನರಿಗೆ ಸರ್ಕಾರದ ವಿವಿಧ ಸೌಲಭ್ಯಗಳನ್ನು ತಲುಪಿಸಲು ಅಧಿಕಾರಿಗಳು ಪ್ರಾಮಾಣಿಕವಾಗಿ ಶ್ರಮಿಸಬೇಕು ಎಂದರು. ವಿವಿಧ ಕ್ಷೇತ್ರಗಳಲ್ಲಿ ಸಾಧನೆ ಮಾಡಿದ ಸಾಧಕರನ್ನು ಇದೇ ಸಂದರ್ಭದಲ್ಲಿ ಸನ್ಮಾನಿಸಲಾಯಿತು. ಕ್ರೀಡಾ ಹಾಗೂ ಸಾಂಸ್ಕೃತಿಕ ಸ್ಪರ್ಧೆಗಳಲ್ಲಿ ವಿಜೇತರಾದವರಿಗೆ ಬಹುಮಾನ ವಿತರಿಸಲಾಯಿತು. ವಿಶ್ವ ವಿಕಲಚೇತನರ ದಿನಾಚರಣೆ ಕಾರ್ಯಕ್ರಮದಲ್ಲಿ ಮಾತನಾಡಿದ ಅವರು, ವಿಕಲಚೇತನರಿಗೆ ಸರ್ಕಾರದ ವಿವಿಧ ಸೌಲಭ್ಯಗಳನ್ನು ತಲುಪಿಸಲು ಅಧಿಕಾರಿಗಳು ಪ್ರಾಮಾಣಿಕವಾಗಿ ಶ್ರಮಿಸಬೇಕು ಎಂದರು. ವಿವಿಧ ಕ್ಷೇತ್ರಗಳಲ್ಲಿ ಸಾಧನೆ ಮಾಡಿದ ಸಾಧಕರನ್ನು ಇದೇ ಸಂದರ್ಭದಲ್ಲಿ ಸನ್ಮಾನಿಸಲಾಯಿತು. ಕ್ರೀಡಾ ಹಾಗೂ ಸಾಂಸ್ಕೃತಿಕ ಸ್ಪರ್ಧೆಗಳಲ್ಲಿ ವಿಜೇತರಾದವರಿಗೆ ಬಹುಮಾನ ವಿತರಿಸಲಾಯಿತು. <box>462 240 738 328</box>
section-rule <box>746 663 932 665</box>
tet-body-text: 2025 ರ ಕರ್ನಾಟಕ ಶಿಕ್ಷಕರ ಅರ್ಹತಾ ಪರೀಕ್ಷೆಯನ್ನು ಡಿಸೆಂಬರ್ 7 ರಂದು ನಡೆಸಲಾಗುವುದು. ಬೆಳಿಗ್ಗೆ ಪತ್ರಿಕೆ-1 ಪರೀಕ್ಷೆ 9:30 ರಿಂದ 12:00 ರವರೆಗೆ, ಮಧ್ಯಾಹ್ನ ಪತ್ರಿಕೆ-2 ಪರೀಕ್ಷೆ 2:00 ರಿಂದ 4:30 ರವರೆಗೆ ನಡೆಯಲಿದೆ. ಒಟ್ಟು 26 ಪರೀಕ್ಷಾ ಕೇಂದ್ರಗಳಲ್ಲಿ 10805 ಅಭ್ಯರ್ಥಿಗಳು ಪರೀಕ್ಷೆ ಬರೆಯಲಿದ್ದಾರೆ. ಪತ್ರಿಕೆ-1ಕ್ಕೆ 3681 ಅಭ್ಯರ್ಥಿಗಳು 11 ಕೇಂದ್ರಗಳಲ್ಲಿ, ಪತ್ರಿಕೆ-2ಕ್ಕೆ 7550 ಅಭ್ಯರ್ಥಿಗಳು 25 ಕೇಂದ್ರಗಳಲ್ಲಿ ಹಾಜರಾಗಲಿದ್ದಾರೆ. ಅಭ್ಯರ್ಥಿಗಳು ಪ್ರವೇಶ ಪತ್ರದೊಂದಿಗೆ ಒಂದು ಗಂಟೆ ಮೊದಲು ಕೇಂದ್ರಕ್ಕೆ ಆಗಮಿಸಬೇಕು ಎಂದು ತಿಳಿಸಲಾಗಿದೆ. 2025 ರ ಕರ್ನಾಟಕ ಶಿಕ್ಷಕರ ಅರ್ಹತಾ ಪರೀಕ್ಷೆಯನ್ನು ಡಿಸೆಂಬರ್ 7 ರಂದು ನಡೆಸಲಾಗುವುದು. ಬೆಳಿಗ್ಗೆ ಪತ್ರಿಕೆ-1 ಪರೀಕ್ಷೆ 9:30 ರಿಂದ 12:00 ರವರೆಗೆ, ಮಧ್ಯಾಹ್ನ ಪತ್ರಿಕೆ-2 ಪರೀಕ್ಷೆ 2:00 ರಿಂದ 4:30 ರವರೆಗೆ ನಡೆಯಲಿದೆ. ಒಟ್ಟು 26 ಪರೀಕ್ಷಾ ಕೇಂದ್ರಗಳಲ್ಲಿ 10805 ಅಭ್ಯರ್ಥಿಗಳು ಪರೀಕ್ಷೆ ಬರೆಯಲಿದ್ದಾರೆ. ಪತ್ರಿಕೆ-1ಕ್ಕೆ 3681 ಅಭ್ಯರ್ಥಿಗಳು 11 ಕೇಂದ್ರಗಳಲ್ಲಿ, ಪತ್ರಿಕೆ-2ಕ್ಕೆ 7550 ಅಭ್ಯರ್ಥಿಗಳು 25 ಕೇಂದ್ರಗಳಲ್ಲಿ ಹಾಜರಾಗಲಿದ್ದಾರೆ. ಅಭ್ಯರ್ಥಿಗಳು ಪ್ರವೇಶ ಪತ್ರದೊಂದಿಗೆ ಒಂದು ಗಂಟೆ ಮೊದಲು ಕೇಂದ್ರಕ್ಕೆ ಆಗಮಿಸಬೇಕು ಎಂದು ತಿಳಿಸಲಾಗಿದೆ. <box>752 445 928 579</box>
headline-basavaraja-godihala: ಬಸವರಾಜ ಗೋಡಿಹಾಳ <box>783 669 895 685</box>
headline-tet-exam: ಡಿ.7ರಂದು ಕರ್ನಾಟಕ ಶಿಕ್ಷಕರ ಅರ್ಹತಾ ಪರೀಕ್ಷೆ <box>761 427 919 439</box>
